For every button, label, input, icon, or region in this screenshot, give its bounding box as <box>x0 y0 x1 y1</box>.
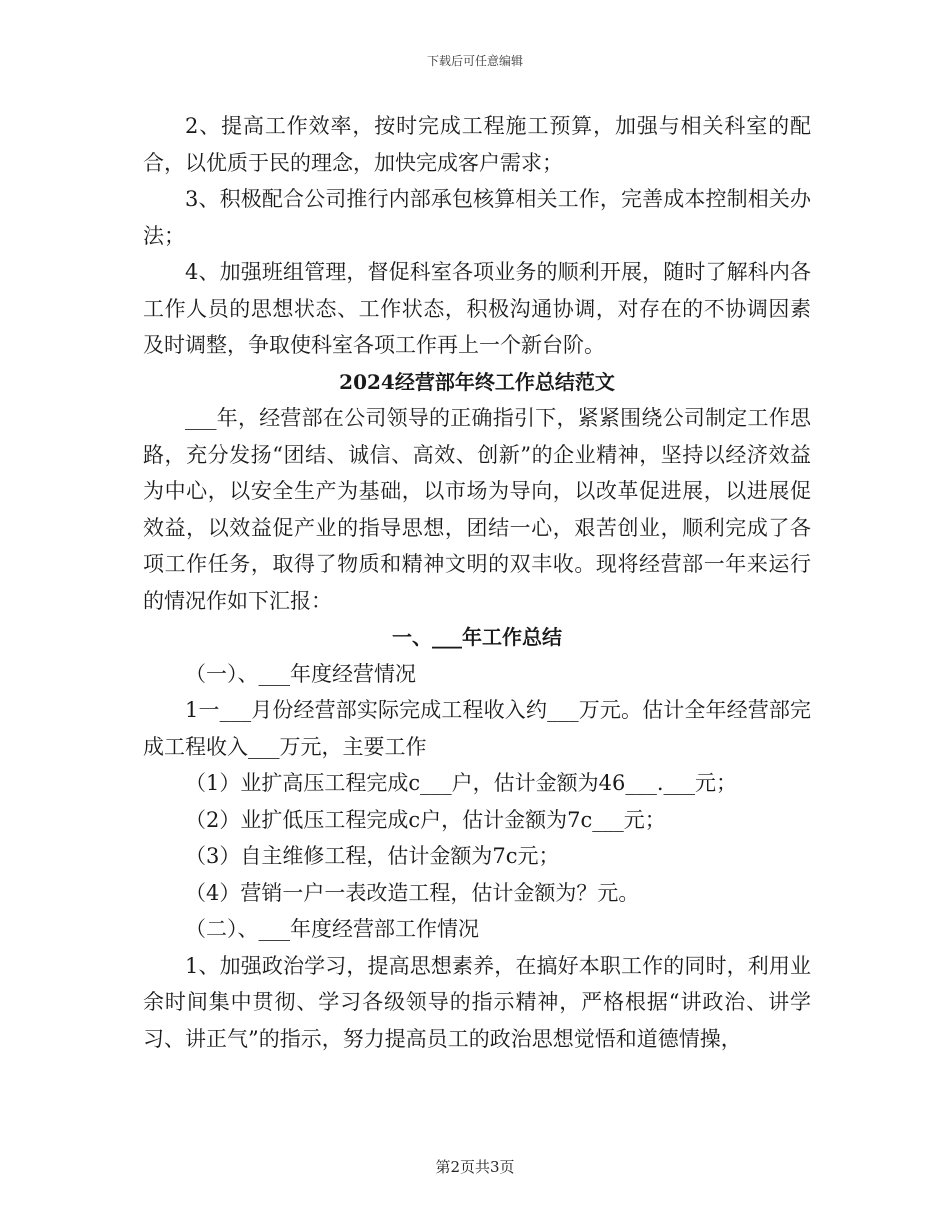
intro-paragraph: ___年，经营部在公司领导的正确指引下，紧紧围绕公司制定工作思路，充分发扬“团结、诚信、高效、创新”的企业精神，坚持以经济效益为中心，以安全生产为基础，以市场为导向，以改革促进展，以进展促效益，以效益促产业的指导思想，团结一心，艰苦创业，顺利完成了各项工作任务，取得了物质和精神文明的双丰收。现将经营部一年来运行的情况作如下汇报： <box>143 406 811 613</box>
subsection-body-1: 1一___月份经营部实际完成工程收入约___万元。估计全年经营部完成工程收入___万元，主要工作 <box>143 698 811 759</box>
document-title: 2024经营部年终工作总结范文 <box>339 369 615 394</box>
section-title: 一、___年工作总结 <box>392 625 562 649</box>
subsection-title-1: （一）、___年度经营情况 <box>185 661 416 686</box>
paragraph-item-3: 3、积极配合公司推行内部承包核算相关工作，完善成本控制相关办法； <box>143 187 811 248</box>
subsection-title-2: （二）、___年度经营部工作情况 <box>185 917 479 941</box>
subsection-body-2: 1、加强政治学习，提高思想素养，在搞好本职工作的同时，利用业余时间集中贯彻、学习各级领导的指示精神，严格根据“讲政治、讲学习、讲正气”的指示，努力提高员工的政治思想觉悟和道德情操， <box>143 953 811 1051</box>
paragraph-item-2: 2、提高工作效率，按时完成工程施工预算，加强与相关科室的配合，以优质于民的理念，加快完成客户需求； <box>143 114 811 175</box>
list-item: （4）营销一户一表改造工程，估计金额为？元。 <box>185 880 640 905</box>
list-item: （1）业扩高压工程完成c___户，估计金额为46___.___元； <box>185 771 738 795</box>
list-item: （3）自主维修工程，估计金额为7c元； <box>185 844 560 868</box>
paragraph-item-4: 4、加强班组管理，督促科室各项业务的顺利开展，随时了解科内各工作人员的思想状态、工作状态，积极沟通协调，对存在的不协调因素及时调整，争取使科室各项工作再上一个新台阶。 <box>143 260 811 357</box>
page-header: 下载后可任意编辑 <box>426 54 523 68</box>
page-footer: 第2页共3页 <box>435 1158 515 1176</box>
list-item: （2）业扩低压工程完成c户，估计金额为7c___元； <box>185 807 666 832</box>
document-body <box>143 108 811 1057</box>
